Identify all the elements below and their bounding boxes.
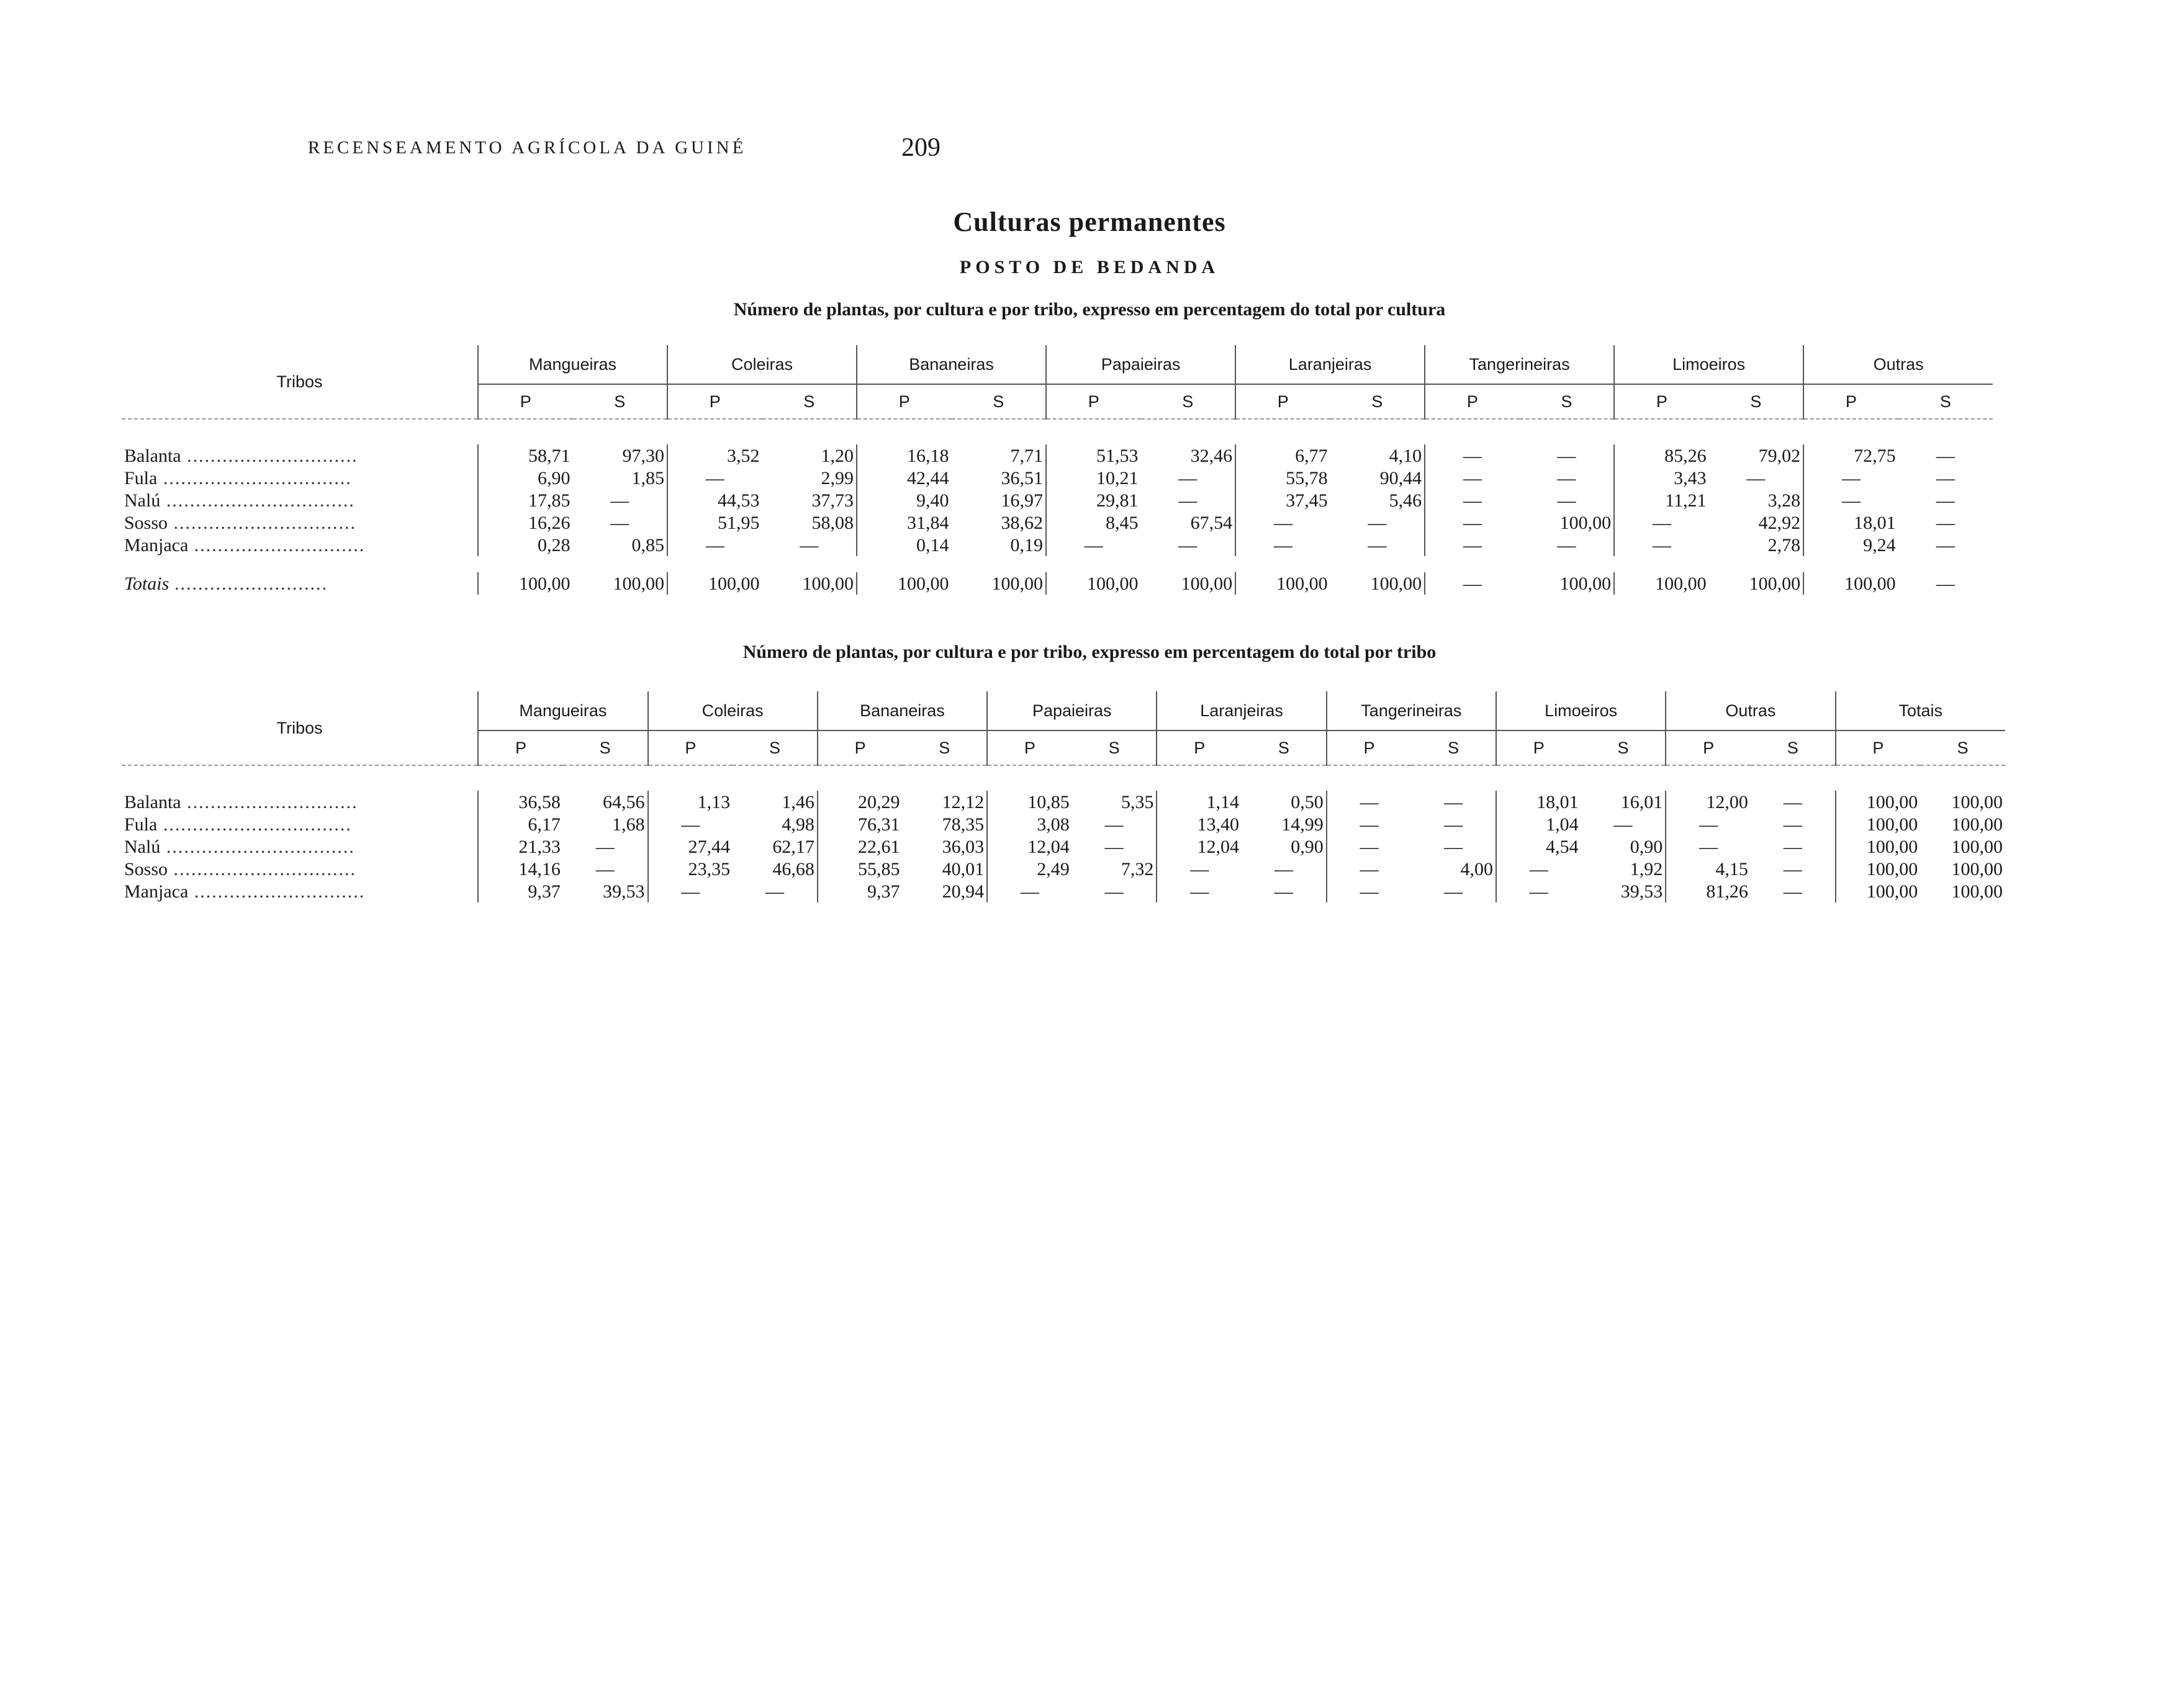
- column-subheader: S: [1751, 730, 1836, 765]
- column-subheader: S: [1411, 730, 1496, 765]
- table-cell: 55,78: [1235, 467, 1330, 489]
- table-cell: —: [1496, 880, 1581, 902]
- column-subheader: S: [1581, 730, 1666, 765]
- table-cell: —: [1368, 535, 1387, 555]
- table-cell: 4,00: [1460, 859, 1493, 879]
- tribe-name-text: Balanta: [124, 792, 181, 812]
- leader-dots: ..........................: [169, 573, 328, 594]
- table-cell: —: [1327, 858, 1412, 880]
- table-cell: 2,78: [1767, 535, 1801, 555]
- table-cell: —: [1104, 881, 1124, 902]
- table-cell: 5,46: [1389, 490, 1422, 511]
- column-subheader: P: [667, 384, 762, 419]
- table-cell: 1,20: [821, 446, 854, 466]
- table-cell: 6,77: [1235, 444, 1330, 467]
- header-row-groups: [122, 691, 2005, 730]
- column-group-header: Papaieiras: [1046, 345, 1235, 384]
- table-cell: 4,10: [1389, 446, 1422, 466]
- table-cell: 12,04: [1157, 835, 1242, 858]
- table-cell: 100,00: [991, 573, 1044, 594]
- table-cell: 1,46: [782, 792, 814, 812]
- table-cell: —: [1666, 835, 1751, 858]
- table-cell: 0,85: [631, 535, 665, 555]
- table-percent-by-tribe: [122, 691, 2005, 902]
- column-group-header: Tangerineiras: [1327, 691, 1496, 730]
- table-cell: 100,00: [857, 572, 952, 595]
- table-row: [122, 835, 2005, 858]
- leader-dots: ...............................: [168, 513, 357, 533]
- column-subheader: S: [762, 384, 857, 419]
- column-subheader: S: [1330, 384, 1425, 419]
- table-cell: —: [648, 813, 733, 835]
- column-subheader: P: [478, 730, 563, 765]
- table-cell: —: [1783, 792, 1802, 812]
- table-cell: —: [1368, 513, 1387, 533]
- leader-dots: ................................: [157, 468, 352, 488]
- table-cell: 100,00: [1951, 859, 2003, 879]
- tribe-name: [122, 813, 478, 835]
- column-subheader: P: [1836, 730, 1921, 765]
- table-cell: 5,35: [1121, 792, 1154, 812]
- table-cell: 100,00: [1559, 573, 1612, 594]
- table-row: [122, 791, 2005, 813]
- leader-dots: .............................: [188, 881, 366, 902]
- table-cell: 9,24: [1803, 534, 1898, 556]
- table-row: [122, 489, 1993, 511]
- table-cell: 0,90: [1291, 837, 1324, 857]
- table-cell: —: [1327, 835, 1412, 858]
- column-subheader: S: [1709, 384, 1804, 419]
- totals-label-text: Totais: [124, 573, 169, 594]
- tribe-name: [122, 444, 478, 467]
- table-cell: 16,97: [1001, 490, 1044, 511]
- table-cell: 0,50: [1291, 792, 1324, 812]
- table-percent-by-culture: [122, 345, 1993, 595]
- table-cell: 3,43: [1614, 467, 1709, 489]
- column-subheader: P: [1157, 730, 1242, 765]
- table-cell: 100,00: [1836, 880, 1921, 902]
- leader-dots: .............................: [181, 446, 358, 466]
- tribe-name-text: Sosso: [124, 513, 168, 533]
- table-cell: —: [610, 513, 629, 533]
- table-row: [122, 858, 2005, 880]
- table-cell: —: [1157, 880, 1242, 902]
- column-group-header: Bananeiras: [818, 691, 987, 730]
- table-cell: —: [1425, 444, 1520, 467]
- table-cell: 11,21: [1614, 489, 1709, 511]
- table-cell: —: [1496, 858, 1581, 880]
- table-cell: 20,29: [818, 791, 903, 813]
- table-cell: 0,90: [1630, 837, 1663, 857]
- table-cell: —: [1425, 511, 1520, 534]
- table-cell: 64,56: [603, 792, 645, 812]
- table-cell: —: [1936, 468, 1955, 488]
- table-cell: 100,00: [1181, 573, 1233, 594]
- tribe-name-text: Manjaca: [124, 535, 189, 555]
- table-cell: 16,26: [478, 511, 573, 534]
- table-cell: 4,15: [1666, 858, 1751, 880]
- table-cell: 3,08: [987, 813, 1072, 835]
- table-row: [122, 880, 2005, 902]
- table-cell: 1,13: [648, 791, 733, 813]
- table-cell: 51,53: [1046, 444, 1141, 467]
- column-subheader: S: [1141, 384, 1236, 419]
- column-subheader: S: [1920, 730, 2005, 765]
- table-cell: —: [1783, 837, 1802, 857]
- page-number: 209: [901, 133, 941, 162]
- table-cell: 8,45: [1046, 511, 1141, 534]
- column-group-header: Bananeiras: [857, 345, 1046, 384]
- table-cell: 97,30: [622, 446, 665, 466]
- column-subheader: S: [1520, 384, 1615, 419]
- tribe-name: [122, 858, 478, 880]
- table-cell: 18,01: [1496, 791, 1581, 813]
- table-cell: 100,00: [613, 573, 665, 594]
- running-head: RECENSEAMENTO AGRÍCOLA DA GUINÉ: [308, 138, 747, 158]
- table-cell: 9,37: [818, 880, 903, 902]
- table-cell: —: [1444, 837, 1463, 857]
- column-subheader: S: [952, 384, 1047, 419]
- table-cell: 85,26: [1614, 444, 1709, 467]
- table-cell: —: [595, 859, 615, 879]
- table-cell: 38,62: [1001, 513, 1044, 533]
- table-cell: —: [1936, 535, 1955, 555]
- table-cell: 27,44: [648, 835, 733, 858]
- column-subheader: S: [563, 730, 648, 765]
- table-cell: —: [1557, 490, 1576, 511]
- column-subheader: P: [1803, 384, 1898, 419]
- table-cell: —: [595, 837, 615, 857]
- column-subheader: P: [478, 384, 573, 419]
- tribe-name: [122, 489, 478, 511]
- leader-dots: ................................: [160, 490, 355, 511]
- table-cell: 42,44: [857, 467, 952, 489]
- table-cell: 100,00: [1836, 791, 1921, 813]
- tribe-name: [122, 534, 478, 556]
- table-cell: —: [667, 467, 762, 489]
- table-row: [122, 511, 1993, 534]
- table-cell: 10,85: [987, 791, 1072, 813]
- column-subheader: P: [1614, 384, 1709, 419]
- table-cell: 12,12: [942, 792, 985, 812]
- table-cell: 3,28: [1767, 490, 1801, 511]
- tribe-name-text: Manjaca: [124, 881, 189, 902]
- table-cell: 21,33: [478, 835, 563, 858]
- tribe-name-text: Nalú: [124, 837, 161, 857]
- table-cell: 3,52: [667, 444, 762, 467]
- table-cell: —: [1235, 534, 1330, 556]
- table-cell: —: [987, 880, 1072, 902]
- table-cell: —: [1425, 489, 1520, 511]
- table-row: [122, 534, 1993, 556]
- table-cell: 23,35: [648, 858, 733, 880]
- column-subheader: S: [1072, 730, 1157, 765]
- column-header-tribos: Tribos: [122, 691, 478, 765]
- table-cell: —: [1104, 814, 1124, 835]
- tribe-name-text: Fula: [124, 468, 158, 488]
- table-cell: —: [1178, 535, 1198, 555]
- column-group-header: Laranjeiras: [1235, 345, 1425, 384]
- column-subheader: P: [1327, 730, 1412, 765]
- table-cell: 20,94: [942, 881, 985, 902]
- table-row: [122, 467, 1993, 489]
- table-cell: 10,21: [1046, 467, 1141, 489]
- table-cell: —: [1444, 881, 1463, 902]
- table-cell: 6,90: [478, 467, 573, 489]
- column-subheader: P: [648, 730, 733, 765]
- column-subheader: S: [902, 730, 987, 765]
- table-cell: 16,01: [1620, 792, 1663, 812]
- column-subheader: P: [987, 730, 1072, 765]
- table-cell: —: [1936, 573, 1955, 594]
- tribe-name-text: Sosso: [124, 859, 168, 879]
- table-cell: 100,00: [1370, 573, 1422, 594]
- column-group-header: Tangerineiras: [1425, 345, 1614, 384]
- column-group-header: Papaieiras: [987, 691, 1157, 730]
- column-subheader: P: [1496, 730, 1581, 765]
- table-cell: 90,44: [1379, 468, 1422, 488]
- table-cell: —: [1274, 881, 1293, 902]
- table-cell: 29,81: [1046, 489, 1141, 511]
- table-cell: 14,16: [478, 858, 563, 880]
- table-cell: —: [1178, 468, 1198, 488]
- table-cell: —: [1327, 791, 1412, 813]
- table-cell: 81,26: [1666, 880, 1751, 902]
- table-cell: —: [1046, 534, 1141, 556]
- column-subheader: P: [818, 730, 903, 765]
- table-cell: —: [1235, 511, 1330, 534]
- table-cell: —: [1104, 837, 1124, 857]
- table-cell: —: [800, 535, 819, 555]
- leader-dots: .............................: [181, 792, 358, 812]
- table-cell: 4,54: [1496, 835, 1581, 858]
- table-cell: 100,00: [1046, 572, 1141, 595]
- table-cell: 12,00: [1666, 791, 1751, 813]
- table-cell: —: [1178, 490, 1198, 511]
- table-cell: 100,00: [1836, 813, 1921, 835]
- table-cell: 1,14: [1157, 791, 1242, 813]
- table-cell: —: [1425, 534, 1520, 556]
- table-cell: 37,73: [811, 490, 854, 511]
- table-cell: —: [1557, 468, 1576, 488]
- column-subheader: P: [1046, 384, 1141, 419]
- table-cell: 100,00: [1951, 792, 2003, 812]
- table-cell: —: [1613, 814, 1633, 835]
- table-cell: 100,00: [1803, 572, 1898, 595]
- table-row: [122, 813, 2005, 835]
- table-cell: 1,92: [1630, 859, 1663, 879]
- table-cell: —: [1803, 489, 1898, 511]
- table-cell: 100,00: [1614, 572, 1709, 595]
- table-cell: 37,45: [1235, 489, 1330, 511]
- table-cell: 100,00: [1836, 858, 1921, 880]
- column-group-header: Outras: [1803, 345, 1993, 384]
- table-cell: 2,49: [987, 858, 1072, 880]
- section-title: Culturas permanentes: [953, 207, 1226, 237]
- table-cell: 42,92: [1758, 513, 1801, 533]
- column-group-header: Outras: [1666, 691, 1835, 730]
- column-subheader: P: [1235, 384, 1330, 419]
- column-group-header: Laranjeiras: [1157, 691, 1326, 730]
- column-group-header: Limoeiros: [1496, 691, 1666, 730]
- table1-caption: Número de plantas, por cultura e por tribo, expresso em percentagem do total por cultura: [733, 299, 1446, 320]
- table-cell: 36,58: [478, 791, 563, 813]
- table-cell: 39,53: [603, 881, 645, 902]
- table-cell: 6,17: [478, 813, 563, 835]
- table-cell: —: [1746, 468, 1766, 488]
- tribe-name: [122, 511, 478, 534]
- tribe-name-text: Fula: [124, 814, 158, 835]
- table-cell: 100,00: [1235, 572, 1330, 595]
- table-cell: —: [1444, 814, 1463, 835]
- table-cell: 1,68: [612, 814, 645, 835]
- table-cell: 100,00: [1836, 835, 1921, 858]
- header-row-groups: [122, 345, 1993, 384]
- table-cell: —: [1614, 534, 1709, 556]
- table-cell: —: [1614, 511, 1709, 534]
- table-cell: —: [667, 534, 762, 556]
- column-subheader: S: [573, 384, 668, 419]
- table-cell: 100,00: [1749, 573, 1801, 594]
- totals-row: [122, 572, 1993, 595]
- table-cell: —: [1327, 813, 1412, 835]
- table-cell: 55,85: [818, 858, 903, 880]
- column-group-header: Limoeiros: [1614, 345, 1803, 384]
- table-cell: 32,46: [1190, 446, 1233, 466]
- tribe-name: [122, 467, 478, 489]
- column-subheader: P: [1425, 384, 1520, 419]
- table-cell: —: [1936, 490, 1955, 511]
- table-cell: 58,08: [811, 513, 854, 533]
- table-cell: 16,18: [857, 444, 952, 467]
- table-cell: 58,71: [478, 444, 573, 467]
- table-cell: 100,00: [478, 572, 573, 595]
- table-cell: 72,75: [1803, 444, 1898, 467]
- table-cell: 100,00: [1951, 814, 2003, 835]
- table-cell: 18,01: [1803, 511, 1898, 534]
- table-cell: —: [1936, 446, 1955, 466]
- table-cell: 78,35: [942, 814, 985, 835]
- table-cell: 62,17: [772, 837, 814, 857]
- leader-dots: ................................: [160, 837, 355, 857]
- column-group-header: Mangueiras: [478, 691, 647, 730]
- tribe-name: [122, 880, 478, 902]
- table-cell: —: [1444, 792, 1463, 812]
- column-header-tribos: Tribos: [122, 345, 478, 419]
- totals-label: [122, 572, 478, 595]
- table-cell: 51,95: [667, 511, 762, 534]
- table-cell: 100,00: [1951, 837, 2003, 857]
- table-cell: 40,01: [942, 859, 985, 879]
- tribe-name-text: Nalú: [124, 490, 161, 511]
- column-subheader: S: [1898, 384, 1993, 419]
- table-cell: —: [1783, 859, 1802, 879]
- column-group-header: Totais: [1836, 691, 2005, 730]
- table-cell: 7,32: [1121, 859, 1154, 879]
- table-cell: —: [610, 490, 629, 511]
- table-cell: —: [1274, 859, 1293, 879]
- table-cell: 31,84: [857, 511, 952, 534]
- table-cell: 0,19: [1010, 535, 1044, 555]
- table-cell: —: [648, 880, 733, 902]
- table-cell: 44,53: [667, 489, 762, 511]
- leader-dots: ...............................: [168, 859, 357, 879]
- table-cell: 67,54: [1190, 513, 1233, 533]
- table-cell: —: [1157, 858, 1242, 880]
- column-subheader: P: [1666, 730, 1751, 765]
- column-subheader: P: [857, 384, 952, 419]
- table-cell: 100,00: [802, 573, 854, 594]
- table-cell: —: [1557, 535, 1576, 555]
- table-cell: —: [1666, 813, 1751, 835]
- table-cell: 100,00: [1951, 881, 2003, 902]
- table-cell: —: [1803, 467, 1898, 489]
- table-cell: 100,00: [667, 572, 762, 595]
- column-subheader: S: [733, 730, 818, 765]
- table-cell: 0,14: [857, 534, 952, 556]
- table-cell: 46,68: [772, 859, 814, 879]
- table-cell: 36,03: [942, 837, 985, 857]
- table-cell: —: [765, 881, 784, 902]
- leader-dots: ................................: [157, 814, 352, 835]
- table-cell: 76,31: [818, 813, 903, 835]
- table-cell: —: [1557, 446, 1576, 466]
- column-subheader: S: [1242, 730, 1327, 765]
- table-cell: 1,85: [631, 468, 665, 488]
- table-cell: 9,37: [478, 880, 563, 902]
- table-cell: 7,71: [1010, 446, 1044, 466]
- table-cell: —: [1936, 513, 1955, 533]
- table-cell: 4,98: [782, 814, 814, 835]
- table-cell: 79,02: [1758, 446, 1801, 466]
- column-group-header: Coleiras: [648, 691, 818, 730]
- table-cell: —: [1425, 467, 1520, 489]
- table-cell: 39,53: [1620, 881, 1663, 902]
- table-cell: 0,28: [478, 534, 573, 556]
- table-row: [122, 444, 1993, 467]
- table-cell: 2,99: [821, 468, 854, 488]
- leader-dots: .............................: [188, 535, 366, 555]
- table-cell: 100,00: [1559, 513, 1612, 533]
- table-cell: —: [1327, 880, 1412, 902]
- table-cell: 12,04: [987, 835, 1072, 858]
- tribe-name: [122, 835, 478, 858]
- table-cell: 9,40: [857, 489, 952, 511]
- tribe-name-text: Balanta: [124, 446, 181, 466]
- post-title: POSTO DE BEDANDA: [959, 257, 1220, 277]
- table-cell: —: [1783, 881, 1802, 902]
- column-group-header: Coleiras: [667, 345, 857, 384]
- table-cell: —: [1783, 814, 1802, 835]
- table-cell: 22,61: [818, 835, 903, 858]
- table-cell: 14,99: [1281, 814, 1324, 835]
- table-cell: 1,04: [1496, 813, 1581, 835]
- table-cell: 36,51: [1001, 468, 1044, 488]
- tribe-name: [122, 791, 478, 813]
- table-cell: 17,85: [478, 489, 573, 511]
- table-cell: —: [1425, 572, 1520, 595]
- column-group-header: Mangueiras: [478, 345, 667, 384]
- table2-caption: Número de plantas, por cultura e por tribo, expresso em percentagem do total por tribo: [742, 642, 1437, 662]
- table-cell: 13,40: [1157, 813, 1242, 835]
